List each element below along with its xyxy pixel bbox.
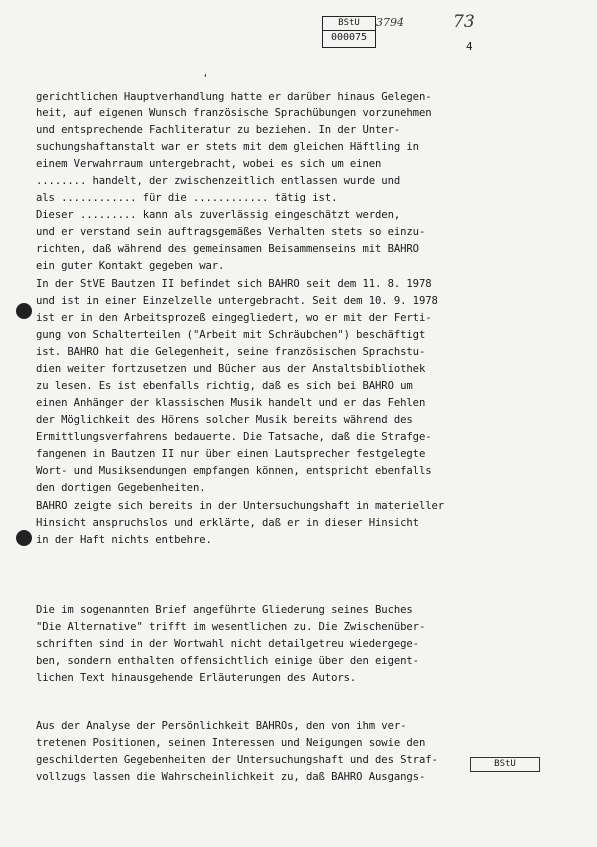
- text-line: Ermittlungsverfahrens bedauerte. Die Tatsache, daß die Strafge-: [36, 431, 432, 443]
- text-line: Dieser ......... kann als zuverlässig eingeschätzt werden,: [36, 209, 401, 221]
- text-line: ein guter Kontakt gegeben war.: [36, 260, 225, 272]
- text-line: BAHRO zeigte sich bereits in der Untersuchungshaft in materieller: [36, 500, 445, 512]
- text-line: suchungshaftanstalt war er stets mit dem gleichen Häftling in: [36, 141, 419, 153]
- punch-hole-bottom: [16, 530, 32, 546]
- text-line: In der StVE Bautzen II befindet sich BAHRO seit dem 11. 8. 1978: [36, 278, 432, 290]
- text-line: ist er in den Arbeitsprozeß eingegliedert, wo er mit der Ferti-: [36, 312, 432, 324]
- text-line: zu lesen. Es ist ebenfalls richtig, daß es sich bei BAHRO um: [36, 380, 413, 392]
- text-line: heit, auf eigenen Wunsch französische Sprachübungen vorzunehmen: [36, 107, 432, 119]
- text-line: tretenen Positionen, seinen Interessen und Neigungen sowie den: [36, 737, 426, 749]
- text-line: richten, daß während des gemeinsamen Beisammenseins mit BAHRO: [36, 243, 419, 255]
- text-line: ben, sondern enthalten offensichtlich einige über den eigent-: [36, 655, 419, 667]
- text-line: fangenen in Bautzen II nur über einen Lautsprecher festgelegte: [36, 448, 426, 460]
- handwritten-page-number: 73: [453, 12, 475, 32]
- text-line: gerichtlichen Hauptverhandlung hatte er darüber hinaus Gelegen-: [36, 91, 432, 103]
- text-line: einem Verwahrraum untergebracht, wobei es sich um einen: [36, 158, 382, 170]
- punch-hole-top: [16, 303, 32, 319]
- text-line: Wort- und Musiksendungen empfangen können, entspricht ebenfalls: [36, 465, 432, 477]
- page-number: 4: [466, 40, 473, 53]
- text-line: "Die Alternative" trifft im wesentlichen zu. Die Zwischenüber-: [36, 621, 426, 633]
- text-line: Hinsicht anspruchslos und erklärte, daß er in dieser Hinsicht: [36, 517, 419, 529]
- text-line: lichen Text hinausgehende Erläuterungen des Autors.: [36, 672, 357, 684]
- stamp-label: BStU: [323, 17, 375, 31]
- text-line: ist. BAHRO hat die Gelegenheit, seine französischen Sprachstu-: [36, 346, 426, 358]
- archive-stamp: [322, 16, 376, 48]
- text-line: ........ handelt, der zwischenzeitlich entlassen wurde und: [36, 175, 401, 187]
- archive-stamp-small: BStU: [470, 757, 540, 772]
- text-line: und ist in einer Einzelzelle untergebracht. Seit dem 10. 9. 1978: [36, 295, 438, 307]
- text-line: gung von Schalterteilen ("Arbeit mit Schräubchen") beschäftigt: [36, 329, 426, 341]
- text-line: und entsprechende Fachliteratur zu beziehen. In der Unter-: [36, 124, 401, 136]
- text-line: geschilderten Gegebenheiten der Untersuchungshaft und des Straf-: [36, 754, 438, 766]
- text-line: Die im sogenannten Brief angeführte Gliederung seines Buches: [36, 604, 413, 616]
- stamp-number: 000075: [330, 32, 368, 43]
- text-line: vollzugs lassen die Wahrscheinlichkeit zu, daß BAHRO Ausgangs-: [36, 771, 426, 783]
- text-line: und er verstand sein auftragsgemäßes Verhalten stets so einzu-: [36, 226, 426, 238]
- text-line: dien weiter fortzusetzen und Bücher aus der Anstaltsbibliothek: [36, 363, 426, 375]
- text-line: der Möglichkeit des Hörens solcher Musik bereits während des: [36, 414, 413, 426]
- text-line: einen Anhänger der klassischen Musik handelt und er das Fehlen: [36, 397, 426, 409]
- margin-mark: ': [202, 72, 209, 85]
- text-line: als ............ für die ............ tätig ist.: [36, 192, 338, 204]
- text-line: schriften sind in der Wortwahl nicht detailgetreu wiedergege-: [36, 638, 419, 650]
- text-line: den dortigen Gegebenheiten.: [36, 482, 206, 494]
- text-line: in der Haft nichts entbehre.: [36, 534, 212, 546]
- text-line: Aus der Analyse der Persönlichkeit BAHROs, den von ihm ver-: [36, 720, 407, 732]
- handwritten-number: 3794: [376, 16, 404, 29]
